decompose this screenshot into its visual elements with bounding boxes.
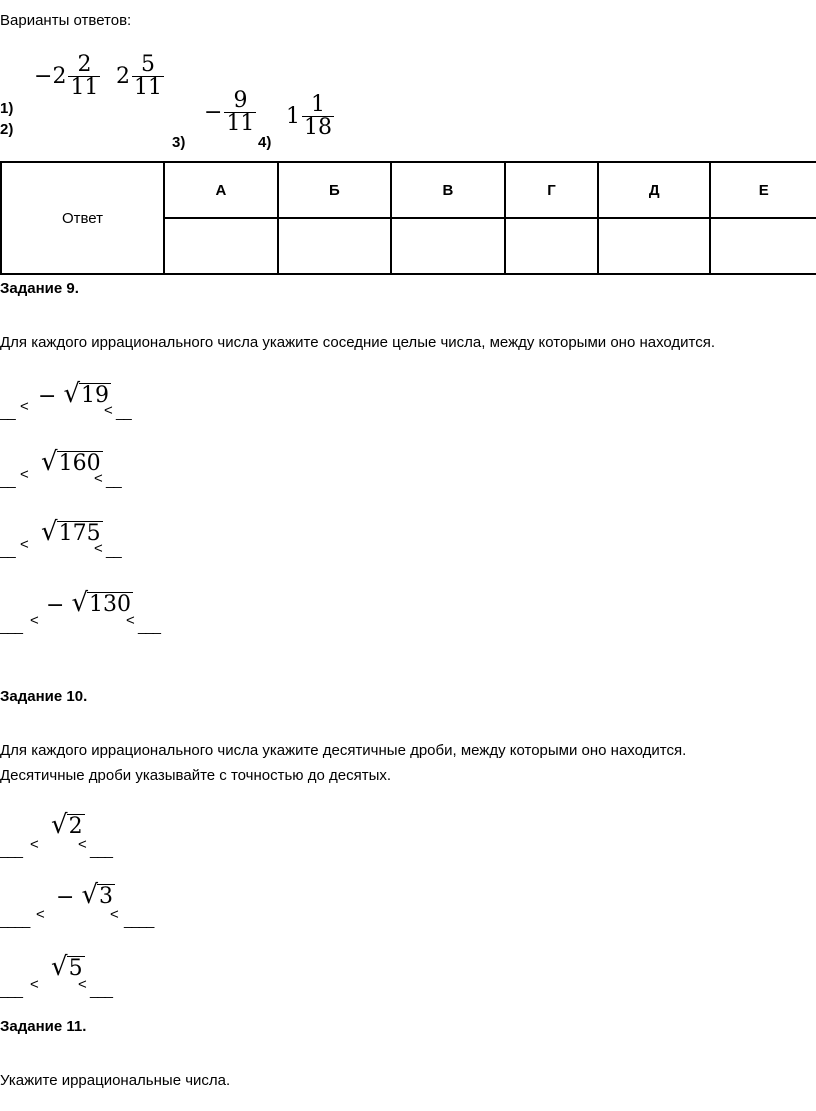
task9-item4-sqrt: − √ 130 bbox=[46, 588, 132, 618]
variant-1-label: 1) bbox=[0, 100, 14, 117]
task10-item1-left-blank: ___ bbox=[0, 842, 23, 859]
task10-title: Задание 10. bbox=[0, 688, 88, 705]
answer-cell-d[interactable] bbox=[598, 218, 710, 274]
task9-item3-lt2: < bbox=[94, 540, 103, 557]
variant-4-fraction: 1 $\frac{1}{18}$ bbox=[286, 92, 332, 140]
task10-item3-lt1: < bbox=[30, 976, 39, 993]
task10-item2-lt2: < bbox=[110, 906, 119, 923]
task10-text-line1: Для каждого иррационального числа укажите десятичные дроби, между которыми оно находится. bbox=[0, 742, 687, 759]
answer-col-v: В bbox=[391, 162, 505, 218]
task10-item3-sqrt: √ 5 bbox=[51, 952, 83, 982]
task9-item4-left-blank: ___ bbox=[0, 618, 23, 635]
task9-item3-left-blank: __ bbox=[0, 542, 15, 559]
variant-2-label: 2) bbox=[0, 121, 14, 138]
task10-text-line2: Десятичные дроби указывайте с точностью до десятых. bbox=[0, 767, 392, 784]
task9-title: Задание 9. bbox=[0, 280, 79, 297]
answer-col-a: А bbox=[164, 162, 278, 218]
variant-4-label: 4) bbox=[258, 134, 272, 151]
task9-item3-right-blank: __ bbox=[106, 542, 121, 559]
task9-item1-lt1: < bbox=[20, 398, 29, 415]
task10-item1-lt2: < bbox=[78, 836, 87, 853]
task11-title: Задание 11. bbox=[0, 1018, 87, 1035]
answer-cell-g[interactable] bbox=[505, 218, 598, 274]
task10-item3-left-blank: ___ bbox=[0, 982, 23, 999]
task9-item4-lt2: < bbox=[126, 612, 135, 629]
answer-col-e: Е bbox=[710, 162, 816, 218]
task10-item3-lt2: < bbox=[78, 976, 87, 993]
task9-item2-sqrt: √ 160 bbox=[41, 447, 101, 477]
task9-item2-lt1: < bbox=[20, 466, 29, 483]
task9-item1-lt2: < bbox=[104, 402, 113, 419]
variants-title: Варианты ответов: bbox=[0, 12, 132, 29]
task10-item1-right-blank: ___ bbox=[90, 842, 113, 859]
task11-text: Укажите иррациональные числа. bbox=[0, 1072, 231, 1089]
task9-item2-right-blank: __ bbox=[106, 472, 121, 489]
answer-col-b: Б bbox=[278, 162, 391, 218]
task10-item2-right-blank: ____ bbox=[124, 912, 154, 929]
task9-item3-lt1: < bbox=[20, 536, 29, 553]
answer-col-d: Д bbox=[598, 162, 710, 218]
task9-item1-right-blank: __ bbox=[116, 404, 131, 421]
task9-text: Для каждого иррационального числа укажите соседние целые числа, между которыми оно находится. bbox=[0, 334, 716, 351]
answer-cell-a[interactable] bbox=[164, 218, 278, 274]
task10-item2-lt1: < bbox=[36, 906, 45, 923]
variant-2-fraction: 2 $\frac{5}{11}$ bbox=[116, 52, 162, 100]
task9-item1-sqrt: − √ 19 bbox=[38, 379, 110, 409]
task10-item3-right-blank: ___ bbox=[90, 982, 113, 999]
variant-1-fraction: −2 $\frac{2}{11}$ bbox=[34, 52, 99, 100]
task10-item1-lt1: < bbox=[30, 836, 39, 853]
task10-item1-sqrt: √ 2 bbox=[51, 810, 83, 840]
task10-item2-left-blank: ____ bbox=[0, 912, 30, 929]
task9-item2-lt2: < bbox=[94, 470, 103, 487]
variant-3-fraction: − $\frac{9}{11}$ bbox=[204, 88, 255, 136]
answer-table bbox=[0, 161, 816, 275]
task9-item2-left-blank: __ bbox=[0, 472, 15, 489]
task10-item2-sqrt: − √ 3 bbox=[56, 880, 114, 910]
task9-item4-right-blank: ___ bbox=[138, 618, 161, 635]
answer-cell-e[interactable] bbox=[710, 218, 816, 274]
variant-3-label: 3) bbox=[172, 134, 186, 151]
task9-item3-sqrt: √ 175 bbox=[41, 517, 101, 547]
answer-cell-v[interactable] bbox=[391, 218, 505, 274]
answer-row-label: Ответ bbox=[1, 162, 164, 274]
task9-item1-left-blank: __ bbox=[0, 404, 15, 421]
task9-item4-lt1: < bbox=[30, 612, 39, 629]
answer-cell-b[interactable] bbox=[278, 218, 391, 274]
answer-col-g: Г bbox=[505, 162, 598, 218]
